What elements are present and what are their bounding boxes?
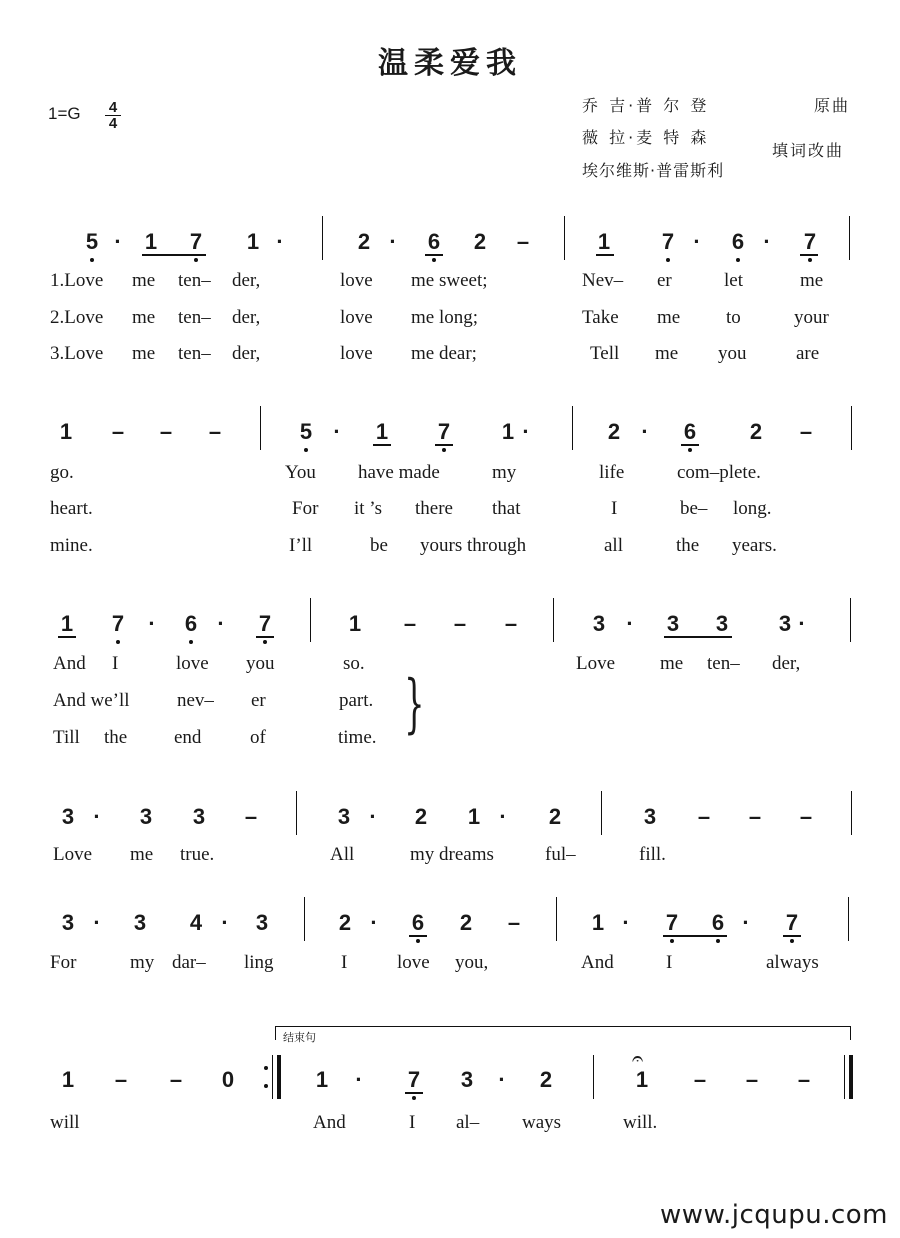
lyric: der, bbox=[232, 343, 261, 364]
note: 2 bbox=[473, 229, 487, 254]
note: 3 bbox=[592, 611, 606, 636]
lyric: all bbox=[604, 535, 623, 556]
underline bbox=[800, 254, 818, 256]
note: 2 bbox=[338, 910, 352, 935]
lyric: go. bbox=[50, 462, 74, 483]
note: 0 bbox=[221, 1067, 235, 1092]
lyric: will. bbox=[623, 1112, 658, 1133]
lyric: heart. bbox=[50, 498, 93, 519]
credit-composer: 乔 吉·普 尔 登 bbox=[582, 96, 710, 115]
barline bbox=[553, 598, 554, 642]
lyric: der, bbox=[232, 270, 261, 291]
ending-label: 结束句 bbox=[283, 1031, 316, 1044]
lyric: me bbox=[130, 844, 154, 865]
underline bbox=[405, 1092, 423, 1094]
credit-lyricist: 薇 拉·麦 特 森 bbox=[582, 128, 710, 147]
lyric: com–plete. bbox=[677, 462, 761, 483]
note: 1 bbox=[591, 910, 605, 935]
low-octave-dot bbox=[808, 258, 812, 262]
lyric: me bbox=[660, 653, 684, 674]
lyric: there bbox=[415, 498, 453, 519]
lyric: Love bbox=[576, 653, 616, 674]
lyric: love bbox=[340, 307, 373, 328]
lyric: For bbox=[292, 498, 319, 519]
lyric: Take bbox=[582, 307, 619, 328]
note: 6 bbox=[184, 611, 198, 636]
lyric: And bbox=[53, 653, 86, 674]
barline bbox=[310, 598, 311, 642]
note: 3 bbox=[61, 910, 75, 935]
lyric: 1.Love bbox=[50, 270, 104, 291]
underline bbox=[425, 254, 443, 256]
note: 3 bbox=[778, 611, 792, 636]
lyric: 2.Love bbox=[50, 307, 104, 328]
credit-composer-role: 原曲 bbox=[814, 96, 851, 115]
verse-brace: } bbox=[404, 667, 425, 741]
note: 1 bbox=[375, 419, 389, 444]
lyric: be– bbox=[680, 498, 708, 519]
lyric: me dear; bbox=[411, 343, 477, 364]
lyric: I’ll bbox=[289, 535, 313, 556]
dash: – bbox=[159, 419, 173, 444]
barline bbox=[848, 897, 849, 941]
note: 1 bbox=[597, 229, 611, 254]
site-watermark: www.jcqupu.com bbox=[660, 1200, 888, 1230]
lyric: me bbox=[132, 343, 156, 364]
lyric: my dreams bbox=[410, 844, 494, 865]
dot: · bbox=[333, 419, 341, 444]
lyric: life bbox=[599, 462, 625, 483]
lyric: be bbox=[370, 535, 388, 556]
lyric: the bbox=[676, 535, 700, 556]
note: 7 bbox=[665, 910, 679, 935]
lyric: you bbox=[718, 343, 747, 364]
note: 3 bbox=[460, 1067, 474, 1092]
lyric: me bbox=[132, 270, 156, 291]
dash: – bbox=[516, 229, 530, 254]
barline bbox=[844, 1055, 845, 1099]
lyric: time. bbox=[338, 727, 377, 748]
dash: – bbox=[748, 804, 762, 829]
fermata-icon: 𝄐 bbox=[632, 1046, 644, 1070]
dot: · bbox=[221, 910, 229, 935]
lyric: nev– bbox=[177, 690, 214, 711]
time-signature-top: 4 bbox=[108, 99, 118, 116]
underline bbox=[58, 636, 76, 638]
lyric: fill. bbox=[639, 844, 666, 865]
lyric: al– bbox=[456, 1112, 480, 1133]
lyric: let bbox=[724, 270, 743, 291]
note: 7 bbox=[437, 419, 451, 444]
lyric: are bbox=[796, 343, 820, 364]
lyric: Nev– bbox=[582, 270, 624, 291]
lyric: years. bbox=[732, 535, 777, 556]
note: 7 bbox=[661, 229, 675, 254]
note: 1 bbox=[61, 1067, 75, 1092]
underline bbox=[373, 444, 391, 446]
low-octave-dot bbox=[90, 258, 94, 262]
dash: – bbox=[403, 611, 417, 636]
note: 1 bbox=[315, 1067, 329, 1092]
lyric: er bbox=[657, 270, 672, 291]
low-octave-dot bbox=[736, 258, 740, 262]
lyric: You bbox=[285, 462, 316, 483]
time-signature-bottom: 4 bbox=[108, 115, 118, 132]
lyric: For bbox=[50, 952, 77, 973]
dot: · bbox=[763, 229, 771, 254]
dot: · bbox=[742, 910, 750, 935]
note: 4 bbox=[189, 910, 203, 935]
note: 7 bbox=[189, 229, 203, 254]
dash: – bbox=[504, 611, 518, 636]
barline bbox=[849, 216, 850, 260]
barline-thick bbox=[849, 1055, 853, 1099]
lyric: I bbox=[341, 952, 348, 973]
lyric: er bbox=[251, 690, 266, 711]
note: 2 bbox=[539, 1067, 553, 1092]
barline bbox=[556, 897, 557, 941]
dash: – bbox=[453, 611, 467, 636]
lyric: I bbox=[666, 952, 673, 973]
note: 1 bbox=[635, 1067, 649, 1092]
lyric: it ’s bbox=[354, 498, 382, 519]
dot: · bbox=[498, 1067, 506, 1092]
note: 3 bbox=[139, 804, 153, 829]
low-octave-dot bbox=[670, 939, 674, 943]
lyric: ful– bbox=[545, 844, 576, 865]
lyric: so. bbox=[343, 653, 365, 674]
dot: · bbox=[148, 611, 156, 636]
dot: · bbox=[217, 611, 225, 636]
lyric: to bbox=[726, 307, 741, 328]
note: 2 bbox=[607, 419, 621, 444]
note: 6 bbox=[683, 419, 697, 444]
note: 7 bbox=[803, 229, 817, 254]
barline bbox=[304, 897, 305, 941]
dash: – bbox=[111, 419, 125, 444]
low-octave-dot bbox=[716, 939, 720, 943]
note: 1 bbox=[501, 419, 515, 444]
note: 1 bbox=[348, 611, 362, 636]
barline bbox=[593, 1055, 594, 1099]
note: 5 bbox=[299, 419, 313, 444]
lyric: me bbox=[657, 307, 681, 328]
lyric: long. bbox=[733, 498, 772, 519]
note: 1 bbox=[59, 419, 73, 444]
lyric: ten– bbox=[178, 270, 211, 291]
low-octave-dot bbox=[263, 640, 267, 644]
dot: · bbox=[626, 611, 634, 636]
dot: · bbox=[389, 229, 397, 254]
note: 3 bbox=[666, 611, 680, 636]
barline bbox=[296, 791, 297, 835]
barline bbox=[322, 216, 323, 260]
note: 3 bbox=[337, 804, 351, 829]
key-signature: 1=G bbox=[48, 104, 81, 123]
song-title: 温柔爱我 bbox=[378, 46, 522, 81]
credit-performer: 埃尔维斯·普雷斯利 bbox=[582, 161, 725, 180]
lyric: I bbox=[611, 498, 618, 519]
barline bbox=[850, 598, 851, 642]
lyric: yours through bbox=[420, 535, 527, 556]
underline bbox=[142, 254, 206, 256]
note: 7 bbox=[258, 611, 272, 636]
lyric: love bbox=[340, 270, 373, 291]
note: 6 bbox=[427, 229, 441, 254]
lyric: ten– bbox=[178, 343, 211, 364]
barline bbox=[260, 406, 261, 450]
lyric: end bbox=[174, 727, 202, 748]
lyric: All bbox=[330, 844, 355, 865]
barline bbox=[851, 406, 852, 450]
dash: – bbox=[208, 419, 222, 444]
dot: · bbox=[693, 229, 701, 254]
dash: – bbox=[693, 1067, 707, 1092]
lyric: Tell bbox=[590, 343, 620, 364]
note: 5 bbox=[85, 229, 99, 254]
dash: – bbox=[507, 910, 521, 935]
lyric: my bbox=[492, 462, 517, 483]
lyric: I bbox=[409, 1112, 416, 1133]
barline bbox=[272, 1055, 273, 1099]
underline bbox=[783, 935, 801, 937]
lyric: And we’ll bbox=[53, 690, 130, 711]
low-octave-dot bbox=[412, 1096, 416, 1100]
lyric: that bbox=[492, 498, 521, 519]
lyric: ten– bbox=[707, 653, 740, 674]
dash: – bbox=[697, 804, 711, 829]
dash: – bbox=[799, 419, 813, 444]
lyric: 3.Love bbox=[50, 343, 104, 364]
underline bbox=[681, 444, 699, 446]
low-octave-dot bbox=[688, 448, 692, 452]
dot: · bbox=[276, 229, 284, 254]
barline bbox=[564, 216, 565, 260]
low-octave-dot bbox=[666, 258, 670, 262]
lyric: you, bbox=[455, 952, 489, 973]
underline bbox=[663, 935, 727, 937]
note: 2 bbox=[459, 910, 473, 935]
lyric: the bbox=[104, 727, 128, 748]
barline-thick bbox=[277, 1055, 281, 1099]
lyric: me long; bbox=[411, 307, 479, 328]
low-octave-dot bbox=[442, 448, 446, 452]
note: 1 bbox=[144, 229, 158, 254]
underline bbox=[409, 935, 427, 937]
lyric: love bbox=[176, 653, 209, 674]
dash: – bbox=[114, 1067, 128, 1092]
dash: – bbox=[745, 1067, 759, 1092]
note: 3 bbox=[715, 611, 729, 636]
note: 7 bbox=[785, 910, 799, 935]
note: 7 bbox=[111, 611, 125, 636]
note: 1 bbox=[246, 229, 260, 254]
dot: · bbox=[93, 910, 101, 935]
low-octave-dot bbox=[116, 640, 120, 644]
dot: · bbox=[355, 1067, 363, 1092]
underline bbox=[596, 254, 614, 256]
time-signature bbox=[104, 100, 122, 131]
barline bbox=[572, 406, 573, 450]
dash: – bbox=[169, 1067, 183, 1092]
lyric: ways bbox=[522, 1112, 562, 1133]
underline bbox=[664, 636, 732, 638]
note: 6 bbox=[731, 229, 745, 254]
note: 2 bbox=[548, 804, 562, 829]
low-octave-dot bbox=[194, 258, 198, 262]
low-octave-dot bbox=[189, 640, 193, 644]
repeat-dot bbox=[264, 1084, 268, 1088]
low-octave-dot bbox=[432, 258, 436, 262]
dash: – bbox=[797, 1067, 811, 1092]
lyric: Love bbox=[53, 844, 93, 865]
dot: · bbox=[114, 229, 122, 254]
lyric: part. bbox=[339, 690, 374, 711]
lyric: love bbox=[340, 343, 373, 364]
lyric: Till bbox=[53, 727, 80, 748]
dot: · bbox=[622, 910, 630, 935]
note: 3 bbox=[61, 804, 75, 829]
lyric: my bbox=[130, 952, 155, 973]
dot: · bbox=[499, 804, 507, 829]
note: 7 bbox=[407, 1067, 421, 1092]
lyric: And bbox=[581, 952, 614, 973]
lyric: der, bbox=[232, 307, 261, 328]
lyric: me sweet; bbox=[411, 270, 488, 291]
note: 2 bbox=[357, 229, 371, 254]
dot: · bbox=[641, 419, 649, 444]
note: 1 bbox=[467, 804, 481, 829]
lyric: der, bbox=[772, 653, 801, 674]
note: 3 bbox=[192, 804, 206, 829]
credit-lyricist-role: 填词改曲 bbox=[772, 141, 845, 160]
low-octave-dot bbox=[304, 448, 308, 452]
note: 3 bbox=[133, 910, 147, 935]
lyric: And bbox=[313, 1112, 346, 1133]
dash: – bbox=[799, 804, 813, 829]
barline bbox=[851, 791, 852, 835]
note: 1 bbox=[60, 611, 74, 636]
lyric: me bbox=[132, 307, 156, 328]
lyric: mine. bbox=[50, 535, 93, 556]
note: 3 bbox=[255, 910, 269, 935]
underline bbox=[256, 636, 274, 638]
dot: · bbox=[798, 611, 806, 636]
lyric: dar– bbox=[172, 952, 206, 973]
lyric: I bbox=[112, 653, 119, 674]
dot: · bbox=[369, 804, 377, 829]
note: 3 bbox=[643, 804, 657, 829]
underline bbox=[435, 444, 453, 446]
note: 2 bbox=[414, 804, 428, 829]
lyric: true. bbox=[180, 844, 215, 865]
lyric: love bbox=[397, 952, 430, 973]
dot: · bbox=[93, 804, 101, 829]
note: 2 bbox=[749, 419, 763, 444]
lyric: will bbox=[50, 1112, 80, 1133]
note: 6 bbox=[711, 910, 725, 935]
dash: – bbox=[244, 804, 258, 829]
lyric: me bbox=[655, 343, 679, 364]
lyric: always bbox=[766, 952, 819, 973]
lyric: of bbox=[250, 727, 266, 748]
low-octave-dot bbox=[790, 939, 794, 943]
note: 6 bbox=[411, 910, 425, 935]
lyric: ten– bbox=[178, 307, 211, 328]
repeat-dot bbox=[264, 1066, 268, 1070]
lyric: you bbox=[246, 653, 275, 674]
lyric: have made bbox=[358, 462, 440, 483]
low-octave-dot bbox=[416, 939, 420, 943]
lyric: ling bbox=[244, 952, 274, 973]
barline bbox=[601, 791, 602, 835]
lyric: your bbox=[794, 307, 829, 328]
dot: · bbox=[370, 910, 378, 935]
dot: · bbox=[522, 419, 530, 444]
lyric: me bbox=[800, 270, 824, 291]
